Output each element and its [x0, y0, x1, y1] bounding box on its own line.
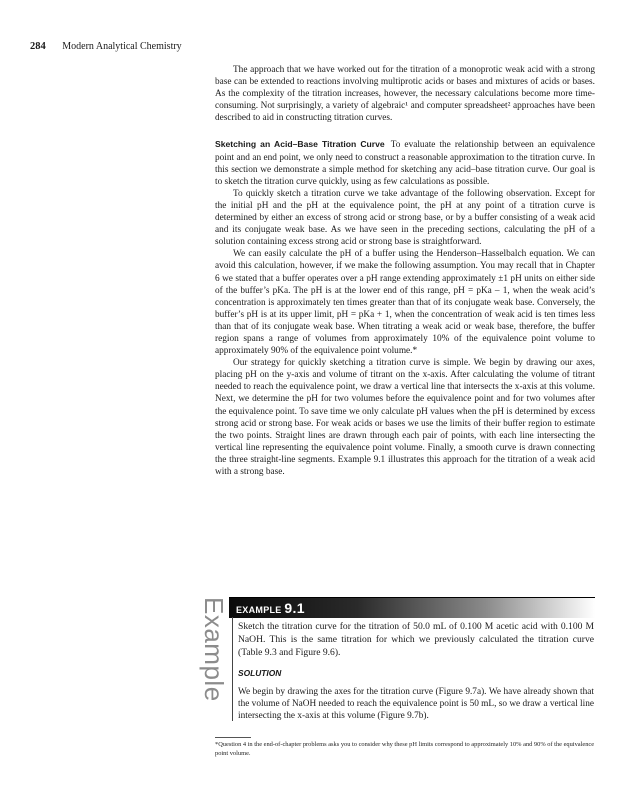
- section-heading: Sketching an Acid–Base Titration Curve: [215, 139, 385, 150]
- example-rule: [232, 617, 233, 721]
- paragraph-strategy: Our strategy for quickly sketching a titration curve is simple. We begin by drawing our axes, placing pH on the y-axis and volume of titrant on the x-axis. After calculating the volume of titrant needed to reach the equivalence point, we draw a vertical line that intersects the x-axis at this volume. Next, we determine the pH for two volumes before the equivalence point and for two volumes after the equivalence point. To save time we only calculate pH values when the pH is determined by excess strong acid or strong base. For weak acids or bases we use the limits of their buffer region to estimate the two points. Straight lines are drawn through each pair of points, with each line intersecting the vertical line representing the equivalence point volume. Finally, a smooth curve is drawn connecting the three straight-line segments. Example 9.1 illustrates this approach for the titration of a weak acid with a strong base.: [215, 358, 595, 477]
- example-side-label: Example: [199, 597, 229, 702]
- footnote-rule: [215, 737, 251, 738]
- section-first-paragraph: To evaluate the relationship between an equivalence point and an end point, we only need to construct a reasonable approximation to the titration curve. In this section we demonstrate a simple method for sketching any acid–base titration curve. Our goal is to sketch the titration curve quickly, using as few calculations as possible.: [215, 140, 595, 187]
- solution-text: We begin by drawing the axes for the titration curve (Figure 9.7a). We have already shown that the volume of NaOH needed to reach the equivalence point is 50 mL, so we draw a vertical line intersecting the x-axis at this volume (Figure 9.7b).: [238, 687, 594, 722]
- footnote: *Question 4 in the end-of-chapter problems asks you to consider why these pH limits correspond to approximately 10% and 90% of the equivalence point volume.: [215, 741, 595, 757]
- example-box: [199, 597, 595, 727]
- example-content: [238, 620, 594, 722]
- book-title: Modern Analytical Chemistry: [62, 41, 182, 52]
- example-label: EXAMPLE: [236, 605, 282, 615]
- paragraph-observation: To quickly sketch a titration curve we take advantage of the following observation. Except for the initial pH and the pH at the equivalence point, the pH at any point of a titration curve is determined by either an excess of strong acid or strong base, or by a buffer consisting of a weak acid and its conjugate weak base. As we have seen in the preceding sections, calculating the pH of a solution containing excess strong acid or strong base is straightforward.: [215, 188, 595, 248]
- example-title: [236, 600, 305, 616]
- solution-label: SOLUTION: [238, 668, 282, 678]
- paragraph-buffer: We can easily calculate the pH of a buffer using the Henderson–Hasselbalch equation. We can avoid this calculation, however, if we make the following assumption. You may recall that in Chapter 6 we stated that a buffer operates over a pH range extending approximately ±1 pH units on either side of the buffer’s pKa. The pH is at the lower end of this range, pH = pKa – 1, when the weak acid’s concentration is approximately ten times greater than that of its conjugate weak base. Conversely, the buffer’s pH is at its upper limit, pH = pKa + 1, when the concentration of weak acid is ten times less than that of its conjugate weak base. When titrating a weak acid or weak base, therefore, the buffer region spans a range of volumes from approximately 10% of the equivalence point volume to approximately 90% of the equivalence point volume.*: [215, 249, 595, 357]
- example-number: 9.1: [284, 600, 305, 616]
- body-text: [215, 64, 595, 478]
- section-paragraph: [215, 138, 595, 187]
- page-header: [30, 41, 182, 52]
- example-problem: Sketch the titration curve for the titration of 50.0 mL of 0.100 M acetic acid with 0.100 M NaOH. This is the same titration for which we previously calculated the titration curve (Table 9.3 and Figure 9.6).: [238, 621, 594, 658]
- paragraph-intro: The approach that we have worked out for the titration of a monoprotic weak acid with a strong base can be extended to reactions involving multiprotic acids or bases and mixtures of acids or bases. As the complexity of the titration increases, however, the necessary calculations become more time-consuming. Not surprisingly, a variety of algebraic¹ and computer spreadsheet² approaches have been described to aid in constructing titration curves.: [215, 65, 595, 124]
- example-title-bar: [229, 597, 595, 618]
- page-number: 284: [30, 41, 46, 52]
